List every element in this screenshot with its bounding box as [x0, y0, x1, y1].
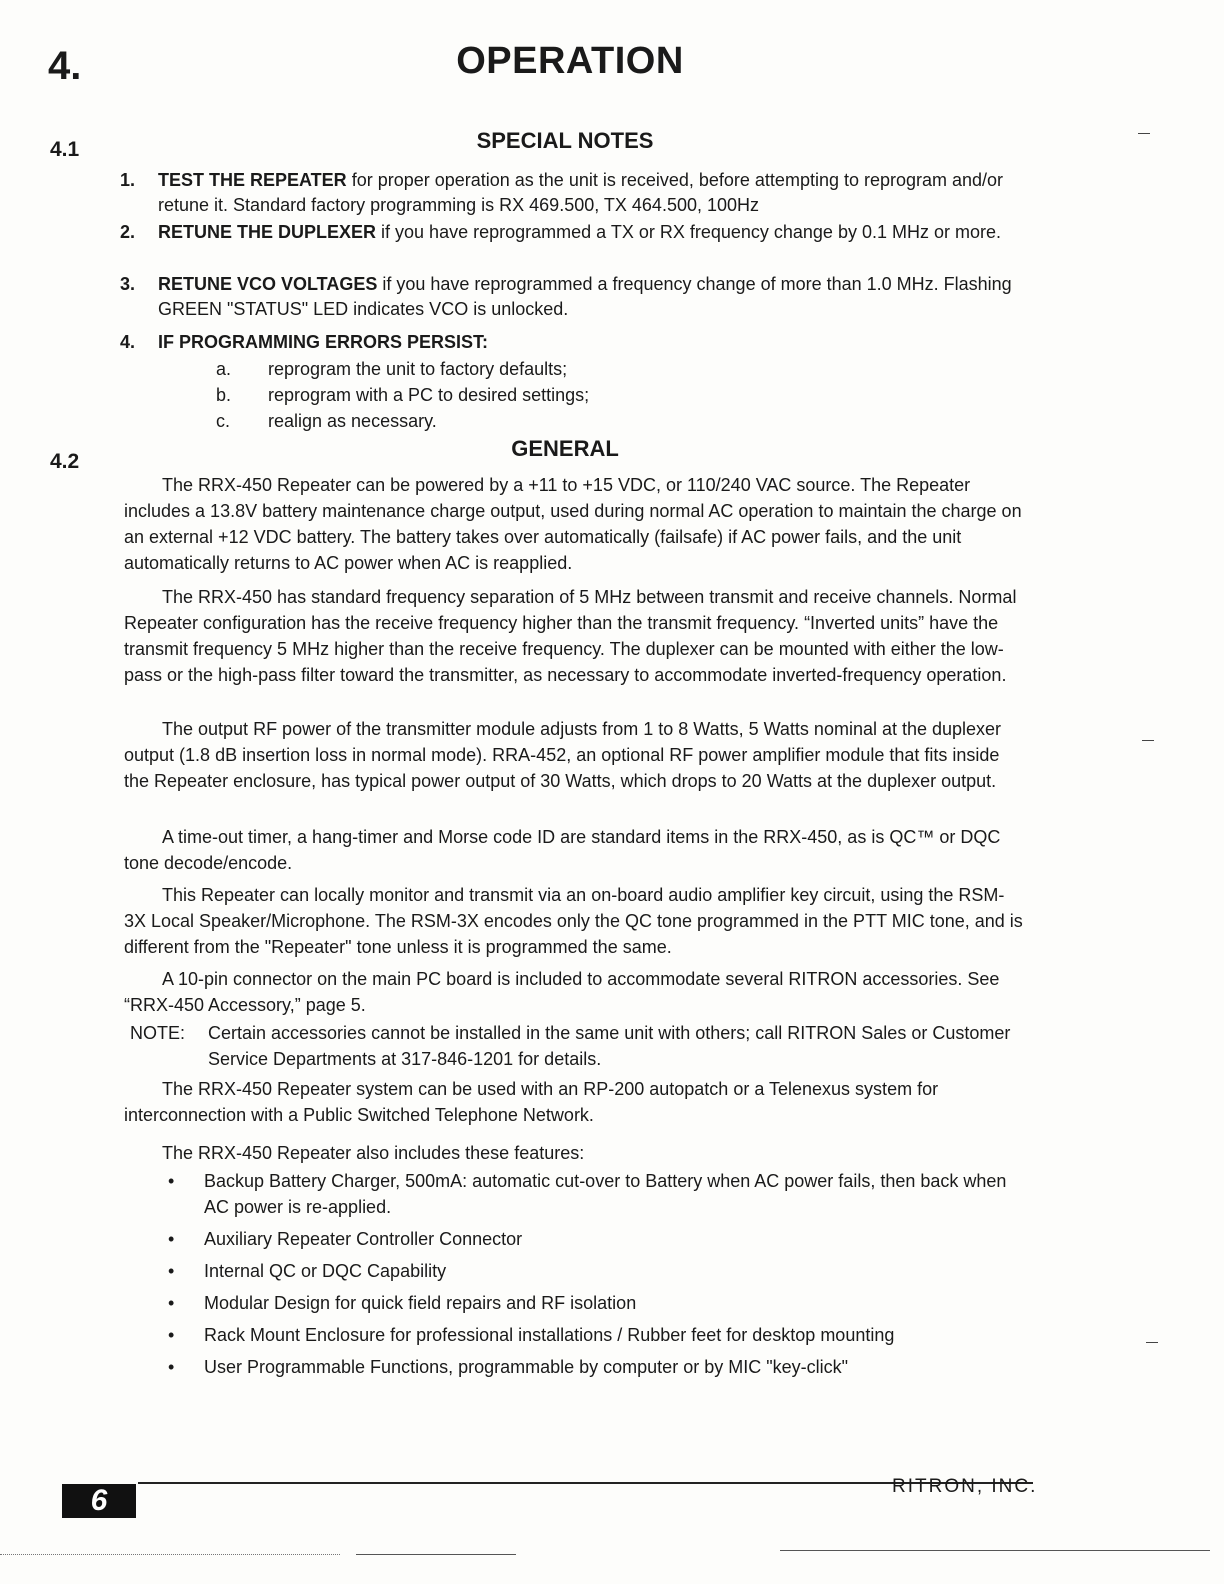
autopatch-paragraph: [124, 1076, 1024, 1128]
sub-item-text: reprogram with a PC to desired settings;: [268, 385, 590, 405]
section-number-4-1: 4.1: [50, 138, 80, 161]
paragraph-text: The RRX-450 Repeater system can be used with an RP-200 autopatch or a Telenexus system for interconnection with a Public Switched Telephone Network.: [124, 1079, 939, 1125]
note-heading: RETUNE THE DUPLEXER: [158, 222, 377, 242]
list-item: • Modular Design for quick field repairs and RF isolation: [164, 1290, 1024, 1316]
margin-mark: [1146, 1342, 1158, 1343]
note-label: NOTE:: [130, 1023, 186, 1043]
special-note-1: [120, 168, 1020, 218]
paragraph-text: This Repeater can locally monitor and transmit via an on-board audio amplifier key circuit, using the RSM-3X Local Speaker/Microphone. The RSM-3X encodes only the QC tone programmed in the PTT MIC tone, and is different from the "Repeater" tone unless it is programmed the same.: [124, 885, 1023, 957]
note-number: 4.: [120, 332, 136, 352]
list-item: • Internal QC or DQC Capability: [164, 1258, 1024, 1284]
note-text: Certain accessories cannot be installed in the same unit with others; call RITRON Sales or Customer Service Departments at 317-846-1201 for details.: [208, 1023, 1011, 1069]
section-title-special-notes: SPECIAL NOTES: [476, 128, 654, 153]
paragraph-text: The RRX-450 has standard frequency separation of 5 MHz between transmit and receive channels. Normal Repeater configuration has the receive frequency higher than the transmit frequency. “Inverted units” have the transmit frequency 5 MHz higher than the receive frequency. The duplexer can be mounted with either the low-pass or the high-pass filter toward the transmitter, as necessary to accommodate inverted-frequency operation.: [124, 587, 1017, 685]
general-paragraph-1: [124, 472, 1024, 576]
sub-item-c: [216, 408, 437, 434]
sub-item-text: realign as necessary.: [268, 411, 437, 431]
paragraph-text: The RRX-450 Repeater can be powered by a +11 to +15 VDC, or 110/240 VAC source. The Repeater includes a 13.8V battery maintenance charge output, used during normal AC operation to maintain the charge on an external +12 VDC battery. The battery takes over automatically (failsafe) if AC power fails, and the unit automatically returns to AC power when AC is reapplied.: [124, 475, 1022, 573]
note-number: 2.: [120, 222, 136, 242]
chapter-title: OPERATION: [456, 40, 684, 82]
paragraph-text: A time-out timer, a hang-timer and Morse code ID are standard items in the RRX-450, as is QC™ or DQC tone decode/encode.: [124, 827, 1001, 873]
sub-item-a: [216, 356, 567, 382]
features-list: [164, 1168, 1024, 1386]
general-paragraph-3: [124, 716, 1024, 794]
page-number-badge: 6: [62, 1484, 136, 1518]
margin-mark: [1138, 133, 1150, 134]
margin-mark: [1142, 740, 1154, 741]
special-note-4: [120, 330, 1020, 355]
list-item: • Backup Battery Charger, 500mA: automatic cut-over to Battery when AC power fails, then back when AC power is re-applied.: [164, 1168, 1024, 1220]
features-intro: [124, 1140, 1024, 1166]
scan-artifact-line: [780, 1550, 1210, 1551]
company-name: RITRON, INC.: [892, 1476, 1038, 1497]
note-heading: RETUNE VCO VOLTAGES: [158, 274, 378, 294]
list-item: • User Programmable Functions, programmable by computer or by MIC "key-click": [164, 1354, 1024, 1380]
accessory-note: [130, 1020, 1020, 1072]
paragraph-text: The RRX-450 Repeater also includes these features:: [162, 1143, 585, 1163]
note-text: for proper operation as the unit is received, before attempting to reprogram and/or retune it. Standard factory programming is RX 469.500, TX 464.500, 100Hz: [158, 170, 1004, 215]
note-text: if you have reprogrammed a frequency change of more than 1.0 MHz. Flashing GREEN "STATUS" LED indicates VCO is unlocked.: [158, 274, 1012, 319]
sub-item-letter: b.: [216, 385, 232, 405]
note-number: 3.: [120, 274, 136, 294]
general-paragraph-2: [124, 584, 1024, 688]
sub-item-text: reprogram the unit to factory defaults;: [268, 359, 568, 379]
section-title-general: GENERAL: [511, 436, 619, 461]
general-paragraph-6: [124, 966, 1024, 1018]
list-item: • Auxiliary Repeater Controller Connector: [164, 1226, 1024, 1252]
note-heading: TEST THE REPEATER: [158, 170, 347, 190]
paragraph-text: A 10-pin connector on the main PC board is included to accommodate several RITRON accessories. See “RRX-450 Accessory,” page 5.: [124, 969, 1000, 1015]
note-number: 1.: [120, 170, 136, 190]
general-paragraph-5: [124, 882, 1024, 960]
sub-item-b: [216, 382, 589, 408]
note-heading: IF PROGRAMMING ERRORS PERSIST:: [158, 332, 489, 352]
paragraph-text: The output RF power of the transmitter module adjusts from 1 to 8 Watts, 5 Watts nominal at the duplexer output (1.8 dB insertion loss in normal mode). RRA-452, an optional RF power amplifier module that fits inside the Repeater enclosure, has typical power output of 30 Watts, which drops to 20 Watts at the duplexer output.: [124, 719, 1002, 791]
special-note-3: [120, 272, 1020, 322]
scan-artifact-line: [356, 1554, 516, 1555]
chapter-number: 4.: [48, 44, 82, 88]
general-paragraph-4: [124, 824, 1024, 876]
sub-item-letter: a.: [216, 359, 232, 379]
list-item: • Rack Mount Enclosure for professional installations / Rubber feet for desktop mounting: [164, 1322, 1024, 1348]
note-text: if you have reprogrammed a TX or RX frequency change by 0.1 MHz or more.: [376, 222, 1001, 242]
special-note-2: [120, 220, 1020, 245]
section-number-4-2: 4.2: [50, 450, 80, 473]
sub-item-letter: c.: [216, 411, 231, 431]
scan-artifact-line: [0, 1554, 340, 1556]
